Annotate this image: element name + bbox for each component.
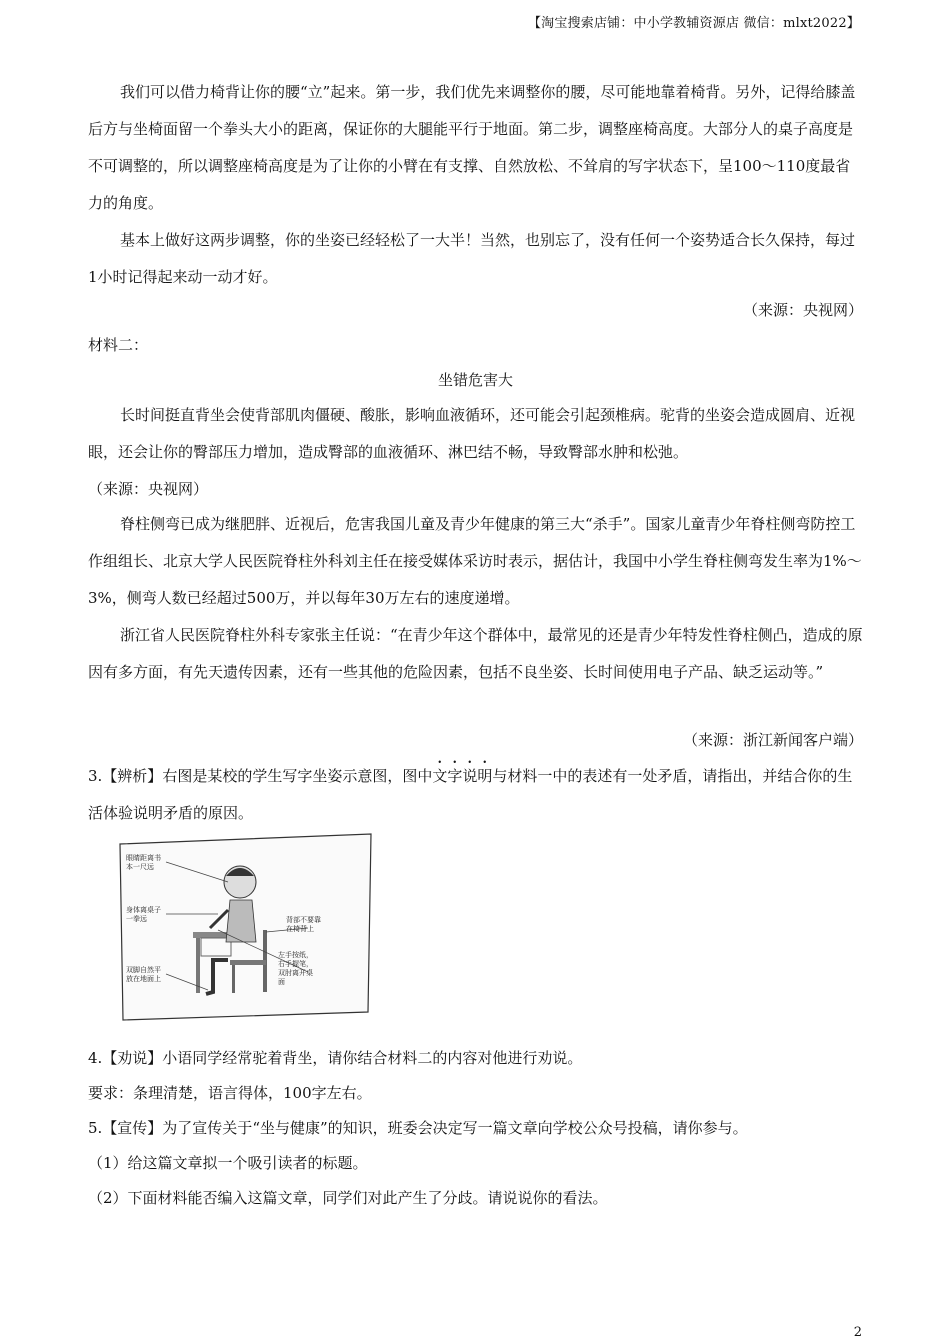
question-4-requirement: 要求：条理清楚，语言得体，100字左右。: [88, 1084, 372, 1102]
question-3-number: 3.【辨析】: [88, 767, 163, 785]
figure-label-body-distance: 身体离桌子一拳远: [126, 906, 161, 923]
material2-paragraph-1: 长时间挺直背坐会使背部肌肉僵硬、酸胀，影响血液循环，还可能会引起颈椎病。驼背的坐姿会造成圆肩、近视眼，还会让你的臀部压力增加，造成臀部的血液循环、淋巴结不畅，导致臀部水肿和松弛。: [88, 406, 856, 461]
material2-title: 坐错危害大: [437, 371, 513, 389]
figure-label-hands: 左手按纸，右手握笔，双肘离开桌面: [278, 951, 313, 986]
material1-paragraph-1: 我们可以借力椅背让你的腰“立”起来。第一步，我们优先来调整你的腰，尽可能地靠着椅背。另外，记得给膝盖后方与坐椅面留一个拳头大小的距离，保证你的大腿能平行于地面。第二步，调整座椅高度。大部分人的桌子高度是不可调整的，所以调整座椅高度是为了让你的小臂在有支撑、自然放松、不耸肩的写字状态下，呈100～110度最省力的角度。: [88, 83, 856, 212]
chair-seat: [230, 960, 266, 965]
question-3-text-a: 右图是某校的学生写字坐姿示意图，图中: [162, 767, 433, 785]
material1-paragraph-2: 基本上做好这两步调整，你的坐姿已经轻松了一大半！当然，也别忘了，没有任何一个姿势适合长久保持，每过1小时记得起来动一动才好。: [88, 231, 856, 286]
question-5-sub-1: （1）给这篇文章拟一个吸引读者的标题。: [88, 1154, 368, 1172]
question-3-text-b: 与材料一中的表述有一处矛盾，请指出，并结合你的生活体验说明矛盾的原因。: [88, 767, 853, 822]
chair-leg: [232, 965, 235, 993]
question-3: [88, 758, 863, 832]
page-header: 【淘宝搜索店铺：中小学教辅资源店 微信：mlxt2022】: [527, 16, 860, 31]
desk-leg: [196, 938, 200, 993]
material2-label: 材料二：: [88, 336, 149, 354]
sitting-posture-figure: [118, 832, 373, 1024]
material2-paragraph-2: 脊柱侧弯已成为继肥胖、近视后，危害我国儿童及青少年健康的第三大“杀手”。国家儿童青少年脊柱侧弯防控工作组组长、北京大学人民医院脊柱外科刘主任在接受媒体采访时表示，据估计，我国中小学生脊柱侧弯发生率为1%～3%，侧弯人数已经超过500万，并以每年30万左右的速度递增。: [88, 515, 862, 607]
question-5: 5.【宣传】为了宣传关于“坐与健康”的知识，班委会决定写一篇文章向学校公众号投稿，请你参与。: [88, 1119, 748, 1137]
material2-source: （来源：浙江新闻客户端）: [682, 731, 863, 749]
material2-paragraph-3: 浙江省人民医院脊柱外科专家张主任说：“在青少年这个群体中，最常见的还是青少年特发性脊柱侧凸，造成的原因有多方面，有先天遗传因素，还有一些其他的危险因素，包括不良坐姿、长时间使用电子产品、缺乏运动等。”: [88, 626, 863, 681]
material2-paragraph-1-source: （来源：央视网）: [88, 480, 209, 498]
question-5-sub-2: （2）下面材料能否编入这篇文章，同学们对此产生了分歧。请说说你的看法。: [88, 1189, 608, 1207]
figure-label-eye-distance: 眼睛距离书本一尺远: [126, 854, 161, 871]
page-number: 2: [853, 1325, 862, 1340]
material1-source: （来源：央视网）: [742, 301, 863, 319]
figure-label-feet: 双脚自然平放在地面上: [126, 966, 161, 983]
question-4: 4.【劝说】小语同学经常驼着背坐，请你结合材料二的内容对他进行劝说。: [88, 1049, 583, 1067]
question-3-emphasis: 文字说明: [432, 767, 493, 785]
figure-label-back: 背部不要靠在椅背上: [286, 916, 321, 933]
